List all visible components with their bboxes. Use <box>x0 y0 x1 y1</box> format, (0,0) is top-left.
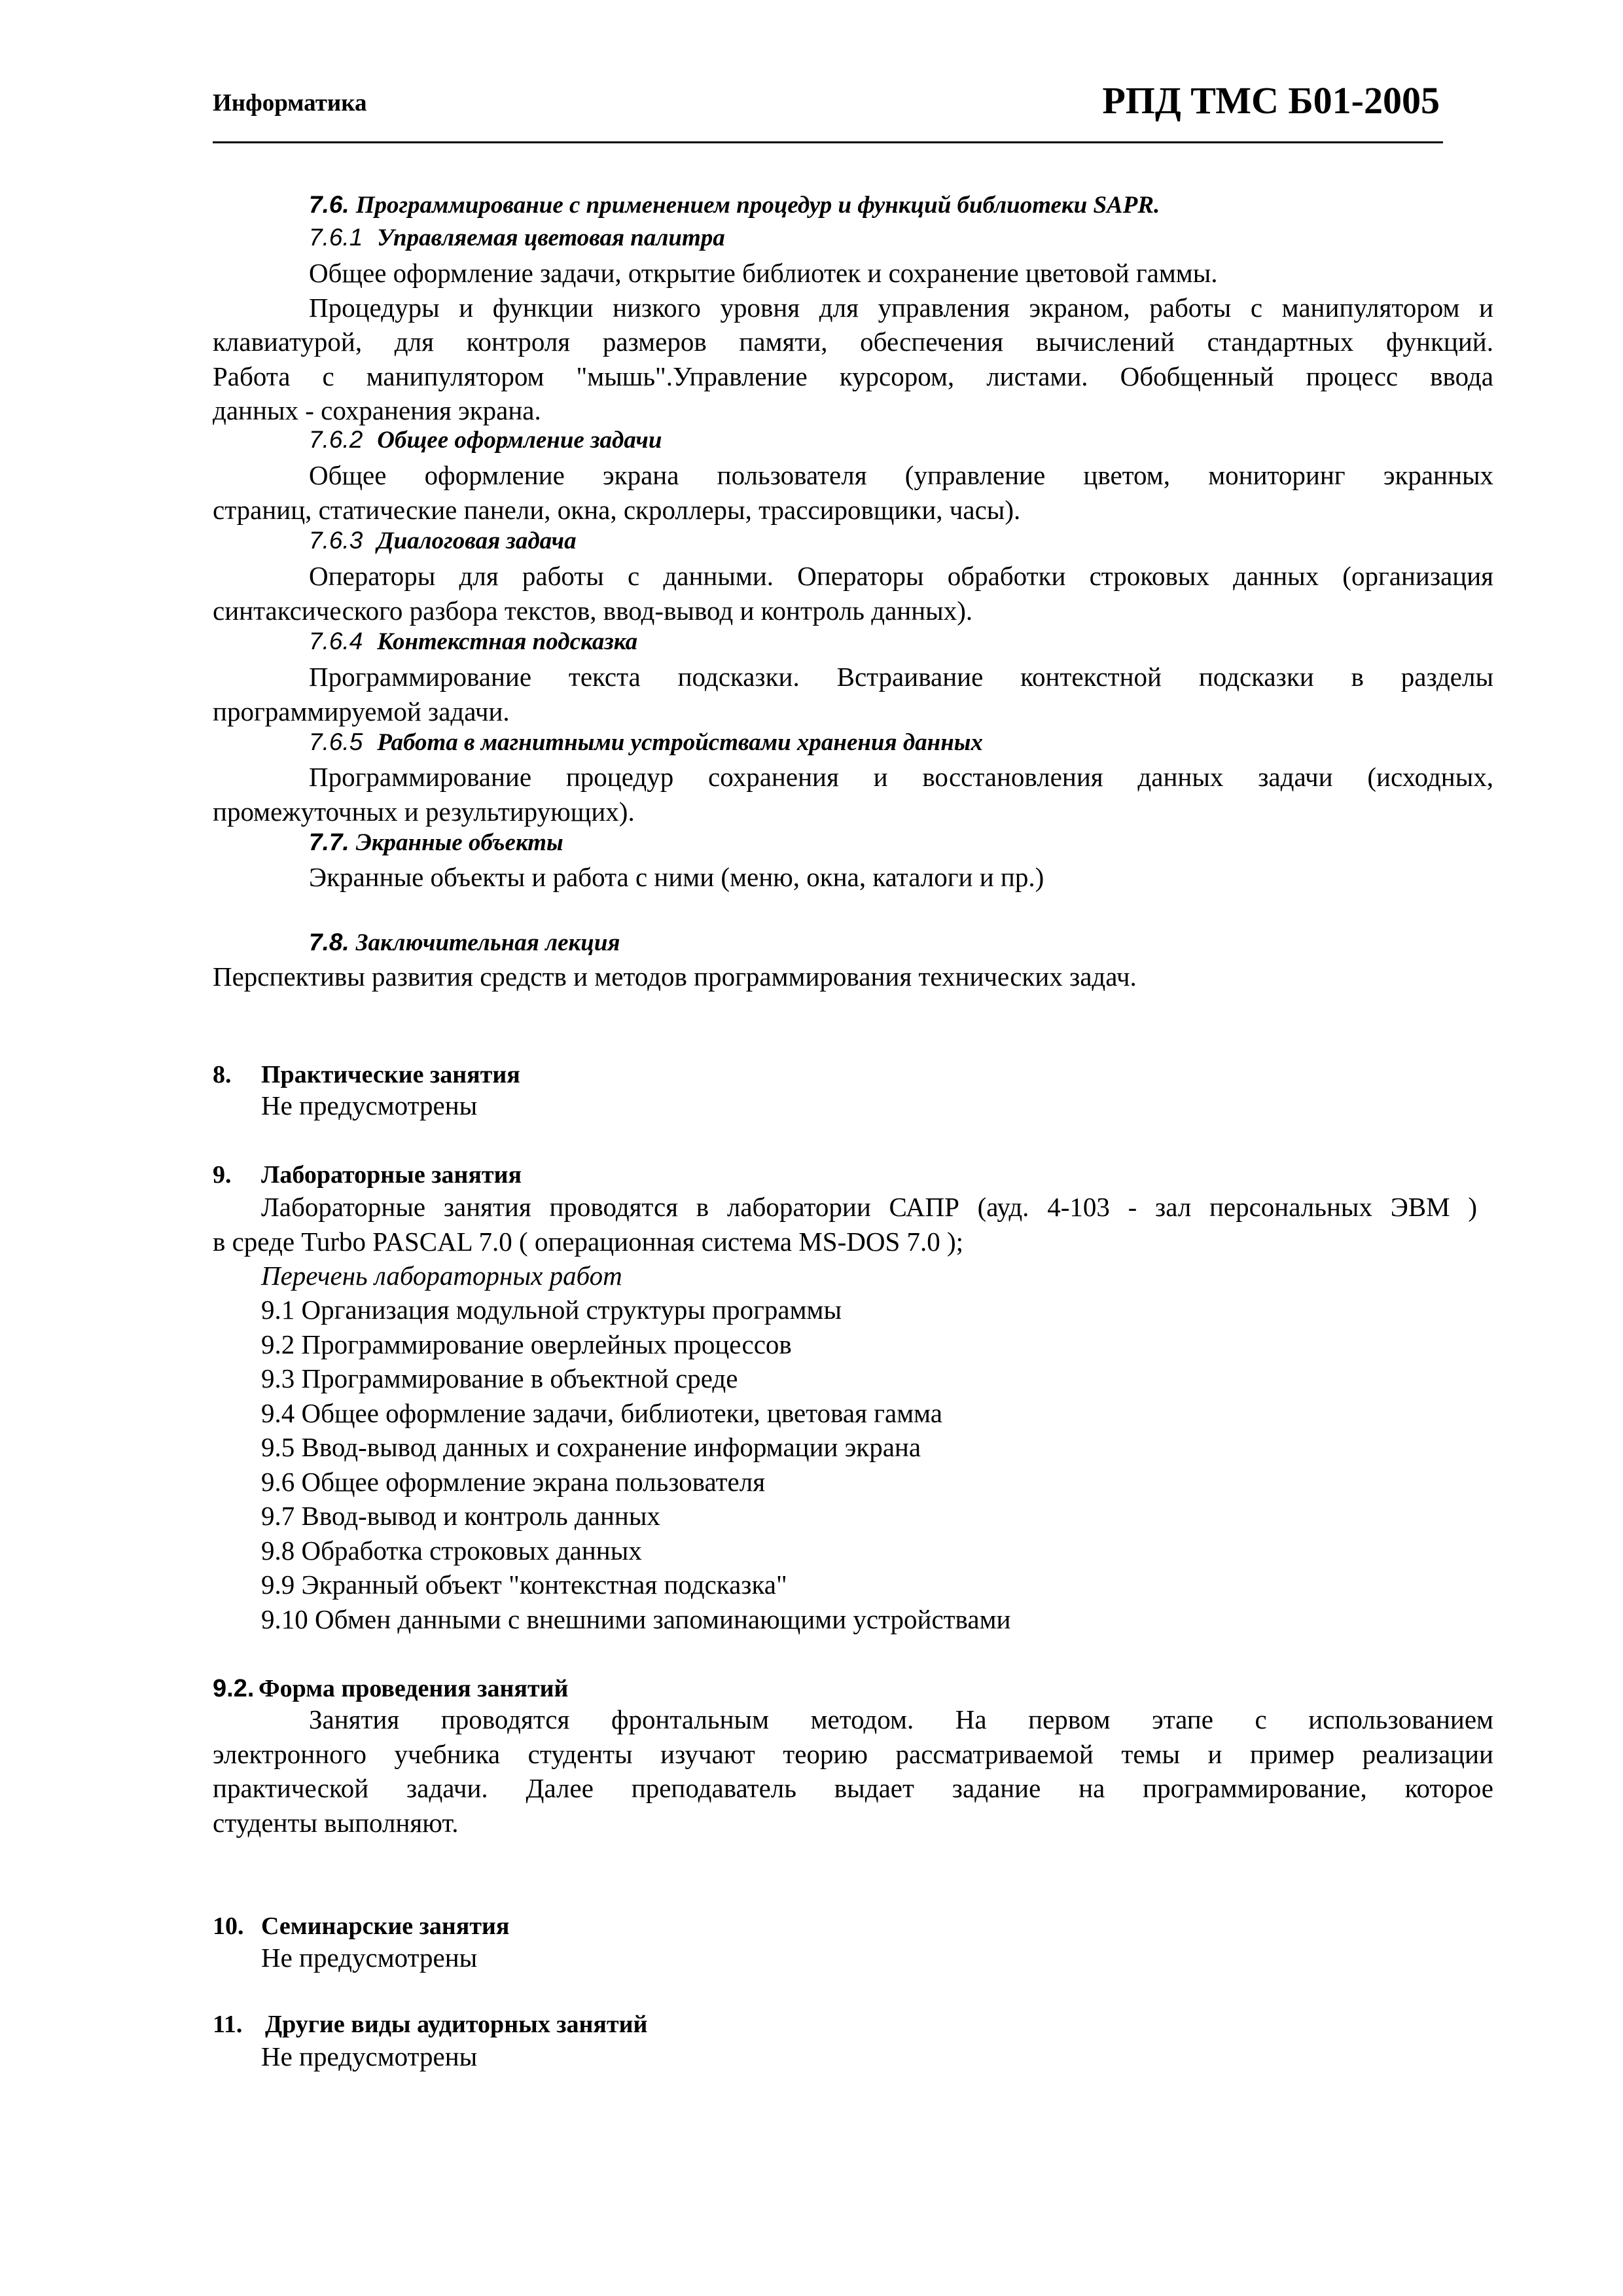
heading-7-6-3 <box>309 527 577 555</box>
heading-number: 7.6.5 <box>309 728 363 755</box>
header-divider <box>213 141 1443 143</box>
section-8-heading <box>213 1060 520 1089</box>
heading-title: Управляемая цветовая палитра <box>377 224 725 251</box>
heading-number: 7.7. <box>309 829 349 855</box>
lab-list-title: Перечень лабораторных работ <box>261 1261 622 1291</box>
section-8-text: Не предусмотрены <box>261 1090 478 1121</box>
heading-number: 7.6.3 <box>309 527 363 554</box>
lab-list-item: 9.5 Ввод-вывод данных и сохранение информации экрана <box>261 1432 921 1462</box>
paragraph-line: Программирование процедур сохранения и восстановления данных задачи (исходных, <box>309 762 1493 792</box>
heading-title: Экранные объекты <box>355 829 563 856</box>
section-11-text: Не предусмотрены <box>261 2041 478 2072</box>
lab-list-item: 9.7 Ввод-вывод и контроль данных <box>261 1501 660 1531</box>
section-11-heading <box>213 2010 647 2039</box>
paragraph-line: электронного учебника студенты изучают теорию рассматриваемой темы и пример реализации <box>213 1739 1493 1769</box>
paragraph-line: Общее оформление экрана пользователя (управление цветом, мониторинг экранных <box>309 460 1493 490</box>
paragraph-line: Процедуры и функции низкого уровня для управления экраном, работы с манипулятором и <box>309 293 1493 323</box>
section-9-heading <box>213 1160 522 1189</box>
header-subject: Информатика <box>213 90 367 117</box>
heading-title: Заключительная лекция <box>355 929 620 956</box>
paragraph-line: Работа с манипулятором "мышь".Управление курсором, листами. Обобщенный процесс ввода <box>213 361 1493 391</box>
paragraph-line: страниц, статические панели, окна, скроллеры, трассировщики, часы). <box>213 495 1021 525</box>
section-number: 10. <box>213 1912 244 1940</box>
section-number: 9.2. <box>213 1675 255 1702</box>
heading-7-7 <box>309 829 563 857</box>
paragraph-line: клавиатурой, для контроля размеров памяти, обеспечения вычислений стандартных функций. <box>213 327 1493 357</box>
lab-list-item: 9.2 Программирование оверлейных процессов <box>261 1329 792 1359</box>
heading-number: 7.6. <box>309 191 349 218</box>
lab-list-item: 9.8 Обработка строковых данных <box>261 1535 642 1566</box>
heading-title: Программирование с применением процедур и функций библиотеки SAPR. <box>355 192 1160 219</box>
lab-list-item: 9.6 Общее оформление экрана пользователя <box>261 1467 766 1497</box>
heading-title: Работа в магнитными устройствами хранения данных <box>377 729 983 756</box>
paragraph-line: практической задачи. Далее преподаватель выдает задание на программирование, которое <box>213 1773 1493 1803</box>
paragraph-line: программируемой задачи. <box>213 696 510 726</box>
paragraph-line: Занятия проводятся фронтальным методом. На первом этапе с использованием <box>309 1704 1493 1734</box>
heading-number: 7.8. <box>309 929 349 956</box>
section-title: Практические занятия <box>261 1061 520 1088</box>
heading-7-6-4 <box>309 628 637 656</box>
heading-title: Общее оформление задачи <box>377 427 662 454</box>
paragraph-line: промежуточных и результирующих). <box>213 797 635 827</box>
paragraph-line: Программирование текста подсказки. Встраивание контекстной подсказки в разделы <box>309 662 1493 692</box>
section-title: Семинарские занятия <box>261 1912 510 1940</box>
paragraph-line: Лабораторные занятия проводятся в лаборатории САПР (ауд. 4-103 - зал персональных ЭВМ ) <box>261 1192 1477 1222</box>
lab-list-item: 9.3 Программирование в объектной среде <box>261 1363 738 1393</box>
paragraph-line: в среде Turbo PASCAL 7.0 ( операционная система MS-DOS 7.0 ); <box>213 1227 964 1257</box>
section-10-text: Не предусмотрены <box>261 1943 478 1973</box>
section-title: Лабораторные занятия <box>261 1161 522 1189</box>
paragraph-7-7: Экранные объекты и работа с ними (меню, окна, каталоги и пр.) <box>309 862 1044 892</box>
heading-title: Контекстная подсказка <box>377 628 638 655</box>
heading-7-6-1 <box>309 224 725 252</box>
paragraph-line: Операторы для работы с данными. Операторы обработки строковых данных (организация <box>309 561 1493 591</box>
heading-7-6-2 <box>309 426 662 454</box>
section-title: Другие виды аудиторных занятий <box>265 2011 648 2038</box>
heading-number: 7.6.2 <box>309 426 363 453</box>
section-9-2-heading <box>213 1674 568 1703</box>
heading-number: 7.6.1 <box>309 224 363 251</box>
section-number: 8. <box>213 1061 232 1088</box>
section-number: 11. <box>213 2011 243 2038</box>
section-title: Форма проведения занятий <box>259 1675 569 1702</box>
section-number: 9. <box>213 1161 232 1189</box>
lab-list-item: 9.9 Экранный объект "контекстная подсказка" <box>261 1570 787 1600</box>
lab-list-item: 9.4 Общее оформление задачи, библиотеки, цветовая гамма <box>261 1398 942 1428</box>
paragraph-line: студенты выполняют. <box>213 1808 459 1838</box>
paragraph-line: синтаксического разбора текстов, ввод-вывод и контроль данных). <box>213 596 973 626</box>
heading-7-6-5 <box>309 728 983 757</box>
paragraph-7-8: Перспективы развития средств и методов программирования технических задач. <box>213 961 1137 992</box>
paragraph-7-6-1-a: Общее оформление задачи, открытие библиотек и сохранение цветовой гаммы. <box>309 258 1218 288</box>
heading-title: Диалоговая задача <box>377 528 577 554</box>
paragraph-line: данных - сохранения экрана. <box>213 395 541 425</box>
lab-list-item: 9.10 Обмен данными с внешними запоминающими устройствами <box>261 1604 1011 1634</box>
section-10-heading <box>213 1912 509 1941</box>
lab-list-item: 9.1 Организация модульной структуры программы <box>261 1295 842 1325</box>
header-doc-code: РПД ТМС Б01-2005 <box>1102 79 1440 122</box>
heading-7-6 <box>309 191 1160 219</box>
heading-7-8 <box>309 929 620 957</box>
heading-number: 7.6.4 <box>309 628 363 655</box>
